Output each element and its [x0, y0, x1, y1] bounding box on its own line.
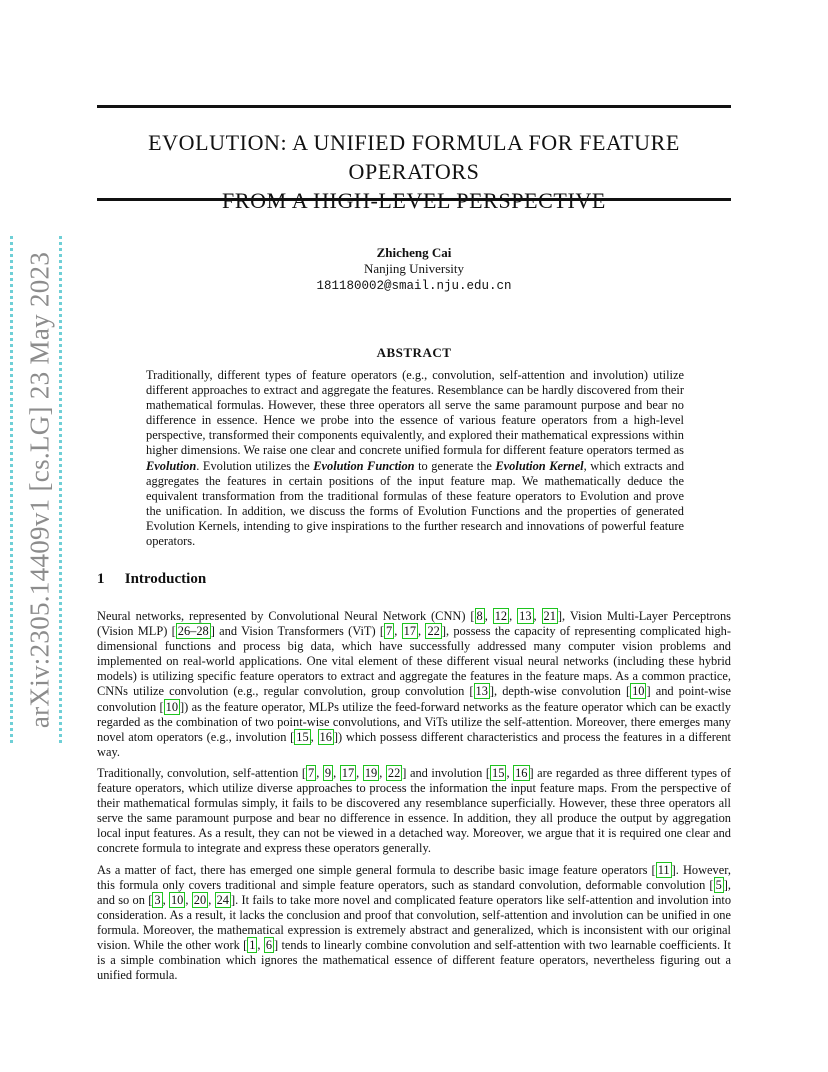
- paper-title: [97, 128, 731, 215]
- author-email: 181180002@smail.nju.edu.cn: [316, 279, 512, 293]
- section-number: 1: [97, 571, 105, 587]
- introduction-body: [97, 609, 731, 989]
- abstract-heading: ABSTRACT: [376, 345, 452, 360]
- section-heading: [97, 571, 206, 588]
- author-block: [97, 245, 731, 294]
- arxiv-stamp-text: arXiv:2305.14409v1 [cs.LG] 23 May 2023: [24, 251, 55, 729]
- author-affiliation: Nanjing University: [363, 261, 464, 276]
- paragraph: As a matter of fact, there has emerged one simple general formula to describe basic image feature operators [ 11 ]. However, this formula only covers traditional and simple feature operators, such as standard convolution, deformable convolution [ 5 ], and so on [ 3 , 10 , 20 , 24 ]. It fails to take more novel and complicated feature operators like self-attention and involution into consideration. As a result, it lacks the conclusion and proof that convolution, self-attention and involution can be unified in one formula. Moreover, the mathematical expression is extremely abstract and generalized, which is inconsistent with our original vision. While the other work [ 1 , 6 ] tends to linearly combine convolution and self-attention with two learnable coefficients. It is a simple combination which ignores the mathematical essence of different feature operators, nevertheless figuring out a unified formula.: [97, 862, 732, 983]
- abstract-text: Traditionally, different types of feature operators (e.g., convolution, self-attention and involution) utilize different approaches to extract and aggregate the features. Resemblance can be hardly discovered from their mathematical formulas. However, these three operators all serve the same paramount purpose and bear no difference in essence. Hence we probe into the essence of various feature operators from a high-level perspective, transformed their components equivalently, and explored their mathematical expressions within higher dimensions. We raise one clear and concrete unified formula for different feature operators termed as Evolution. Evolution utilizes the Evolution Function to generate the Evolution Kernel, which extracts and aggregates the features in certain positions of the input feature map. We mathematically deduce the equivalent transformation from the traditional formulas of these feature operators to Evolution and prove the unification. In addition, we discuss the forms of Evolution Functions and the properties of generated Evolution Kernels, intending to give inspirations to the further research and innovations of powerful feature operators.: [146, 368, 685, 549]
- paragraph: Traditionally, convolution, self-attention [ 7 , 9 , 17 , 19 , 22 ] and involution [ 15 , 16 ] are regarded as three different types of feature operators, which utilize diverse approaches to process the information the input feature maps. From the perspective of their mathematical formulas simply, it fails to be discovered any resemblance superficially. However, these three operators all serve the same paramount purpose and bear no difference in essence. In addition, they all produce the output by aggregation local input features. As a result, they can not be viewed in a detached way. Moreover, we argue that it is required one clear and concrete formula to integrate and express these operators generally.: [97, 765, 732, 856]
- paper-title-line-1: EVOLUTION: A UNIFIED FORMULA FOR FEATURE OPERATORS: [148, 130, 680, 184]
- title-top-rule: [97, 105, 731, 108]
- section-title: Introduction: [124, 571, 207, 587]
- paragraph: Neural networks, represented by Convolutional Neural Network (CNN) [ 8 , 12 , 13 , 21 ], Vision Multi-Layer Perceptrons (Vision MLP) [ 26–28 ] and Vision Transformers (ViT) [ 7 , 17 , 22 ], possess the capacity of representing complicated high-dimensional functions and process big data, which have successfully addressed many computer vision problems and implemented on real-world applications. One vital element of these different visual neural networks (including these hybrid models) is utilizing specific feature operators to extract and aggregate the features in the feature maps. As a common practice, CNNs utilize convolution (e.g., regular convolution, group convolution [ 13 ], depth-wise convolution [ 10 ] and point-wise convolution [ 10 ]) as the feature operator, MLPs utilize the feed-forward networks as the feature operator which can be exactly regarded as the combination of two point-wise convolutions, and ViTs utilize the self-attention. Moreover, there emerges many novel atom operators (e.g., involution [ 15 , 16 ]) which possess different characteristics and process the features in a different way.: [97, 609, 732, 759]
- title-bottom-rule: [97, 198, 731, 201]
- author-name: Zhicheng Cai: [376, 245, 452, 260]
